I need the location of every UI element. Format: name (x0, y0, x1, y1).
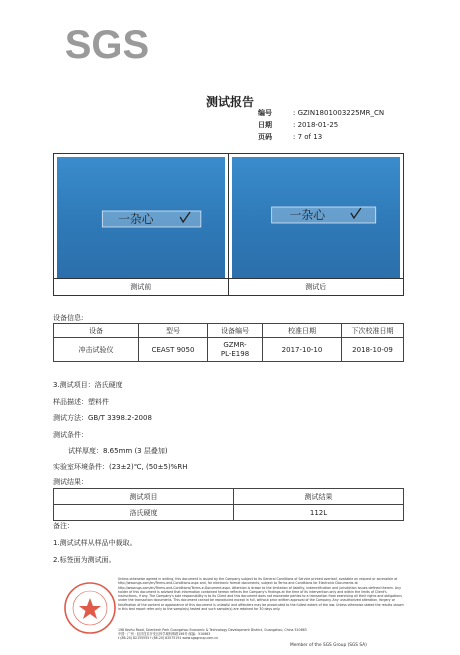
equipment-header-cell: 设备编号 (208, 324, 263, 338)
address-cn: 中国 · 广州 · 经济技术开发区科学城科珠路198号 邮编：510663 (118, 632, 211, 636)
results-table (53, 488, 404, 521)
results-label: 测试结果： (53, 478, 88, 486)
sample-description: 样品描述：塑料件 (53, 398, 109, 406)
remark-item: 2.标签面为测试面。 (53, 556, 116, 564)
equipment-cell: 2017-10-10 (263, 338, 342, 362)
results-header-cell: 测试项目 (54, 489, 234, 505)
test-method: 测试方法：GB/T 3398.2-2008 (53, 414, 152, 422)
equipment-table (53, 323, 404, 362)
sample-marking-after: 一杂心 (288, 207, 325, 223)
results-cell: 112L (234, 505, 404, 521)
seal-stamp (62, 580, 118, 636)
number-label: 编号 (258, 109, 272, 117)
photo-cell-before (54, 154, 229, 295)
photo-table (53, 153, 404, 296)
member-line: Member of the SGS Group (SGS SA) (290, 643, 367, 648)
lab-environment: 实验室环境条件：(23±2)℃, (50±5)%RH (53, 463, 188, 471)
equipment-header-cell: 校准日期 (263, 324, 342, 338)
results-cell: 洛氏硬度 (54, 505, 234, 521)
equipment-cell: 冲击试验仪 (54, 338, 139, 362)
equipment-header-row (54, 324, 404, 338)
sample-marking-before: 一杂心 (118, 211, 154, 227)
equipment-cell: CEAST 9050 (139, 338, 208, 362)
contact-info: t (86-20) 82155555 f (86-20) 82075191 www.sgsgroup.com.cn (118, 636, 219, 640)
equipment-section-label: 设备信息: (53, 314, 84, 322)
date-label: 日期 (258, 121, 272, 129)
equipment-header-cell: 设备 (54, 324, 139, 338)
address-en: 198 Kezhu Road, Scientech Park Guangzhou Economic & Technology Development District, Guangzhou, China 510663 (118, 628, 307, 632)
test-conditions: 测试条件： (53, 431, 88, 439)
photo-after (232, 157, 401, 279)
photo-cell-after (229, 154, 404, 295)
number-value: : GZIN1801003225MR_CN (293, 109, 385, 117)
caption-after: 测试后 (229, 278, 404, 295)
results-data-row (54, 505, 404, 521)
remarks-label: 备注： (53, 522, 74, 530)
sgs-logo-text: SGS (64, 23, 150, 66)
equipment-cell: 2018-10-09 (342, 338, 404, 362)
results-header-row (54, 489, 404, 505)
sample-thickness: 试样厚度：8.65mm (3 层叠加) (68, 447, 168, 455)
equipment-header-cell: 下次校准日期 (342, 324, 404, 338)
footer-disclaimer: Unless otherwise agreed in writing, this document is issued by the Company subject to its General Conditions of Service printed overleaf, available on request or accessible at http://www.sgs.com/en/Terms-and-Conditions.aspx and, for electronic format documents, subject to Terms and Conditions for Electronic Documents at http://www.sgs.com/en/Terms-and-Conditions/Terms-e-Document.aspx. Attention is drawn to the limitation of liability, indemnification and jurisdiction issues defined therein. Any holder of this document is advised that information contained hereon reflects the Company's findings at the time of its intervention only and within the limits of Client's instructions, if any. The Company's sole responsibility is to its Client and this document does not exonerate parties to a transaction from exercising all their rights and obligations under the transaction documents. This document cannot be reproduced except in full, without prior written approval of the Company. Any unauthorized alteration, forgery or falsification of the content or appearance of this document is unlawful and offenders may be prosecuted to the fullest extent of the law. Unless otherwise stated the results shown in this test report refer only to the sample(s) tested and such sample(s) are retained for 30 days only. (118, 577, 404, 612)
remark-item: 1.测试试样从样品中裁取。 (53, 539, 137, 547)
equipment-header-cell: 型号 (139, 324, 208, 338)
sgs-logo (52, 22, 162, 66)
equipment-data-row (54, 338, 404, 362)
date-value: : 2018-01-25 (293, 121, 339, 129)
equipment-cell: GZMR- PL-E198 (208, 338, 263, 362)
report-title: 测试报告 (205, 95, 254, 109)
caption-before: 测试前 (54, 278, 228, 295)
page-value: : 7 of 13 (293, 133, 323, 141)
test-item: 3.测试项目：洛氏硬度 (53, 381, 123, 389)
photo-before (57, 157, 225, 279)
results-header-cell: 测试结果 (234, 489, 404, 505)
footer-address (118, 628, 406, 640)
report-meta (258, 107, 384, 143)
page-label: 页码 (258, 133, 272, 141)
